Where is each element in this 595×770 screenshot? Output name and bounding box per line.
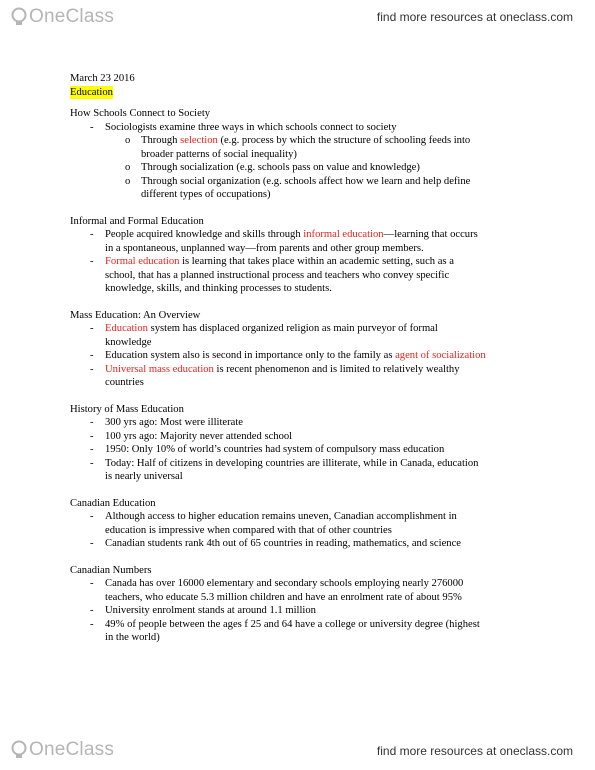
oneclass-logo-footer <box>10 739 114 761</box>
section-history <box>70 403 530 484</box>
section-schools-society <box>70 107 530 202</box>
list-item: - 100 yrs ago: Majority never attended school <box>90 430 293 442</box>
list-item: - Canadian students rank 4th out of 65 countries in reading, mathematics, and science <box>90 538 461 549</box>
resources-link[interactable]: find more resources at oneclass.com <box>376 10 573 24</box>
key-term: Universal mass education <box>105 363 214 375</box>
list-item: - Education system has displaced organized religion as main purveyor of formal knowledge <box>90 323 438 348</box>
document-title: Education <box>70 86 113 98</box>
list-item: - 49% of people between the ages f 25 and 64 have a college or university degree (highest in the world) <box>90 618 480 643</box>
document-body <box>70 72 530 645</box>
resources-link-footer[interactable]: find more resources at oneclass.com <box>376 744 573 758</box>
key-term: Formal education <box>105 256 180 267</box>
section-informal-formal <box>70 215 530 296</box>
list-item: - 1950: Only 10% of world’s countries had system of compulsory mass education <box>90 444 445 455</box>
key-term: selection <box>180 135 218 146</box>
list-item: - Canada has over 16000 elementary and secondary schools employing nearly 276000 teachers, who educate 5.3 million children and have an enrolment rate of about 95% <box>90 578 464 603</box>
lightbulb-icon <box>10 7 28 27</box>
key-term: Education <box>105 323 148 334</box>
sub-list-item: o Through selection (e.g. process by which the structure of schooling feeds into broader patterns of social inequality) <box>125 135 471 160</box>
list-item: - Universal mass education is recent phenomenon and is limited to relatively wealthy countries <box>90 363 460 388</box>
list-item: - Sociologists examine three ways in which schools connect to society <box>90 121 397 133</box>
section-canadian-numbers <box>70 564 530 645</box>
section-heading: Canadian Numbers <box>70 564 152 576</box>
section-heading: Informal and Formal Education <box>70 215 204 227</box>
section-heading: Mass Education: An Overview <box>70 309 201 321</box>
logo-text: OneClass <box>29 739 115 760</box>
list-item: - Although access to higher education remains uneven, Canadian accomplishment in education is impressive when compared with that of other countries <box>90 511 457 536</box>
list-item: - University enrolment stands at around 1.1 million <box>90 605 316 616</box>
list-item: - People acquired knowledge and skills through informal education—learning that occurs in a spontaneous, unplanned way—from parents and other group members. <box>90 229 478 254</box>
list-item: - Formal education is learning that takes place within an academic setting, such as a school, that has a planned instructional process and teachers who convey specific knowledge, skills, and thinking processes to students. <box>90 256 454 294</box>
lightbulb-icon <box>10 740 28 760</box>
section-heading: Canadian Education <box>70 497 156 509</box>
section-mass-education <box>70 309 530 390</box>
sub-list-item: o Through socialization (e.g. schools pass on value and knowledge) <box>125 162 420 173</box>
section-heading: How Schools Connect to Society <box>70 108 211 119</box>
date: March 23 2016 <box>70 73 135 84</box>
list-item: - 300 yrs ago: Most were illiterate <box>90 417 243 428</box>
logo-text: OneClass <box>29 6 115 27</box>
oneclass-logo <box>10 6 114 28</box>
section-canadian-education <box>70 497 530 551</box>
key-term: informal education <box>303 229 384 240</box>
section-heading: History of Mass Education <box>70 403 184 415</box>
list-item: - Education system also is second in importance only to the family as agent of socialization <box>90 350 486 361</box>
list-item: - Today: Half of citizens in developing countries are illiterate, while in Canada, education is nearly universal <box>90 457 479 482</box>
key-term: agent of socialization <box>395 350 486 361</box>
sub-list-item: o Through social organization (e.g. schools affect how we learn and help define different types of occupations) <box>125 175 471 200</box>
